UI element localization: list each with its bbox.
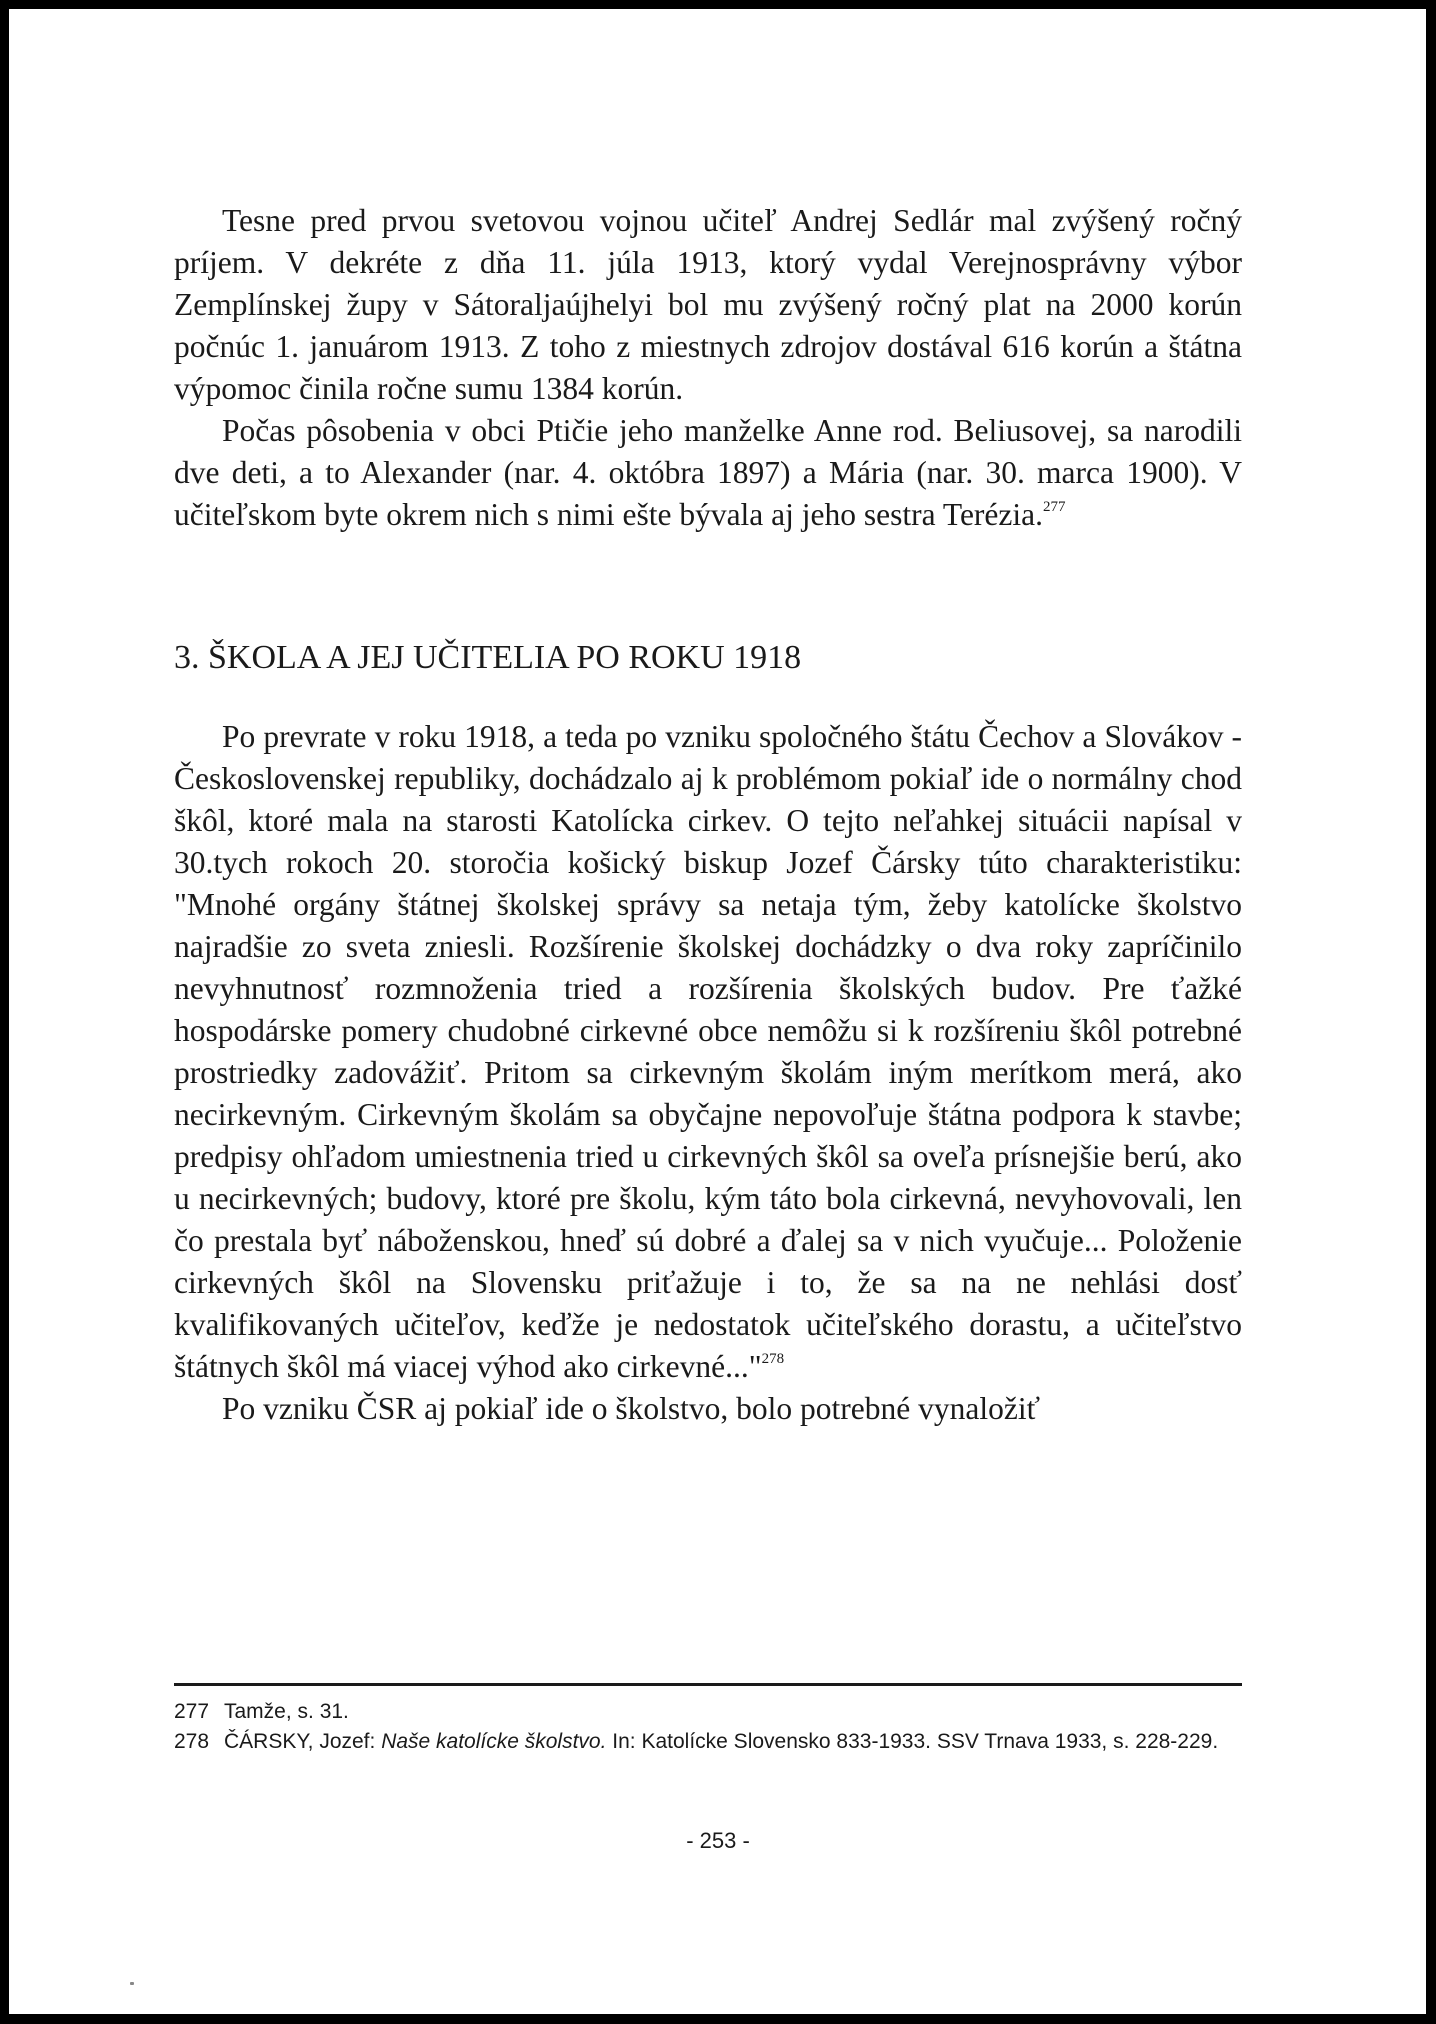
footnote-ref-278: 278 (761, 1351, 785, 1367)
footnote-author: ČÁRSKY, Jozef: (224, 1730, 382, 1753)
footnotes (174, 1697, 1242, 1757)
footnote-text: Tamže, s. 31. (224, 1700, 349, 1723)
page-number: - 253 - (686, 1828, 750, 1853)
footnote-divider (174, 1683, 1242, 1686)
paragraph-csr (174, 1388, 1242, 1430)
paragraph-after-1918-text: Po prevrate v roku 1918, a teda po vzniku spoločného štátu Čechov a Slovákov - Československej republiky, dochádzalo aj k problémom pokiaľ ide o normálny chod škôl, ktoré mala na starosti Katolícka cirkev. O tejto neľahkej situácii napísal v 30.tych rokoch 20. storočia košický biskup Jozef Čársky túto charakteristiku: "Mnohé orgány štátnej školskej správy sa netaja tým, žeby katolícke školstvo najradšie zo sveta zniesli. Rozšírenie školskej dochádzky o dva roky zapríčinilo nevyhnutnosť rozmnoženia tried a rozšírenia školských budov. Pre ťažké hospodárske pomery chudobné cirkevné obce nemôžu si k rozšíreniu škôl potrebné prostriedky zadovážiť. Pritom sa cirkevným školám iným merítkom merá, ako necirkevným. Cirkevným školám sa obyčajne nepovoľuje štátna podpora k stavbe; predpisy ohľadom umiestnenia tried u cirkevných škôl sa oveľa prísnejšie berú, ako u necirkevných; budovy, ktoré pre školu, kým táto bola cirkevná, nevyhovovali, len čo prestala byť náboženskou, hneď sú dobré a ďalej sa v nich vyučuje... Položenie cirkevných škôl na Slovensku priťažuje i to, že sa na ne nehlási dosť kvalifikovaných učiteľov, keďže je nedostatok učiteľského dorastu, a učiteľstvo štátnych škôl má viacej výhod ako cirkevné..." (174, 719, 1242, 1384)
footnote-ref-277: 277 (1043, 499, 1066, 515)
footnote-text (224, 1730, 1218, 1753)
section-heading: 3. ŠKOLA A JEJ UČITELIA PO ROKU 1918 (174, 639, 802, 676)
page-body (174, 200, 1242, 1430)
footnote-title: Naše katolícke školstvo. (381, 1730, 607, 1753)
footnote-source: In: Katolícke Slovensko 833-1933. SSV Trnava 1933, s. 228-229. (606, 1730, 1219, 1753)
footnote-number: 277 (174, 1700, 210, 1723)
paragraph-salary-text: Tesne pred prvou svetovou vojnou učiteľ Andrej Sedlár mal zvýšený ročný príjem. V dekréte z dňa 11. júla 1913, ktorý vydal Verejnosprávny výbor Zemplínskej župy v Sátoraljaújhelyi bol mu zvýšený ročný plat na 2000 korún počnúc 1. januárom 1913. Z toho z miestnych zdrojov dostával 616 korún a štátna výpomoc činila ročne sumu 1384 korún. (174, 203, 1242, 406)
footnote-number: 278 (174, 1730, 210, 1753)
paragraph-after-1918 (174, 716, 1242, 1388)
paragraph-family-text: Počas pôsobenia v obci Ptičie jeho manželke Anne rod. Beliusovej, sa narodili dve deti, a to Alexander (nar. 4. októbra 1897) a Mária (nar. 30. marca 1900). V učiteľskom byte okrem nich s nimi ešte bývala aj jeho sestra Terézia. (174, 413, 1242, 532)
scan-speck (130, 1982, 134, 1985)
footnote-278 (174, 1727, 1242, 1757)
paragraph-salary (174, 200, 1242, 410)
paragraph-family (174, 410, 1242, 536)
paragraph-csr-text: Po vzniku ČSR aj pokiaľ ide o školstvo, bolo potrebné vynaložiť (222, 1391, 1041, 1426)
footnote-277 (174, 1697, 1242, 1727)
